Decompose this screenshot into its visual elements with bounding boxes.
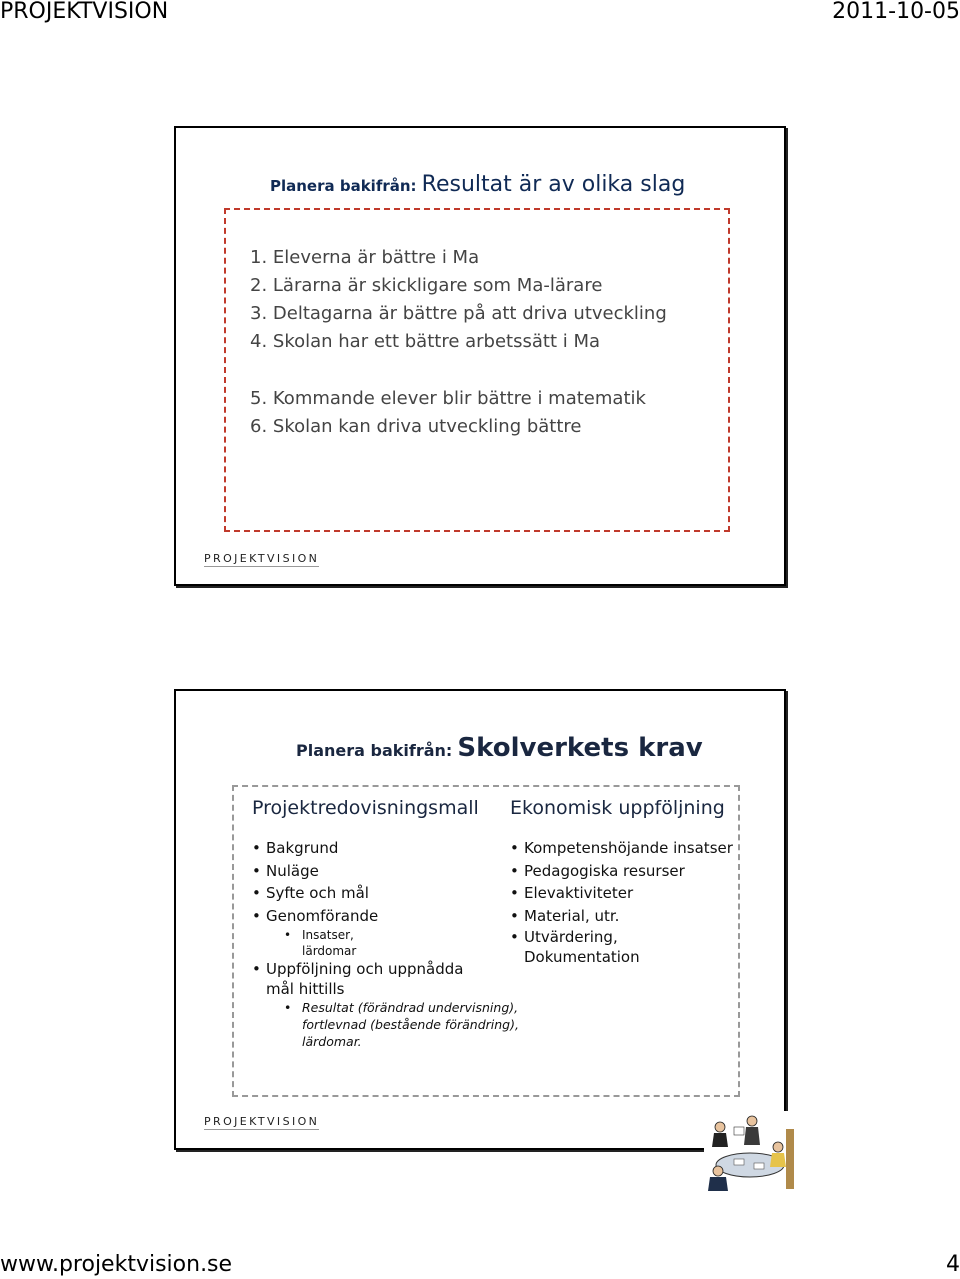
sub-list-item: • Insatser, lärdomar — [252, 927, 362, 959]
slide-2-title-prefix: Planera bakifrån: — [296, 741, 453, 760]
list-item: • Kompetenshöjande insatser — [510, 837, 733, 860]
list-item: • Syfte och mål — [252, 882, 582, 905]
sub-list-item: • Resultat (förändrad undervisning), fortlevnad (bestående förändring), lärdomar. — [252, 999, 582, 1050]
slide-2-title-main: Skolverkets krav — [457, 733, 703, 763]
slide-2-requirements-box — [232, 785, 740, 1097]
projektvision-logo: PROJEKTVISION — [204, 552, 320, 565]
slide-1 — [174, 126, 786, 586]
right-bullet-list — [510, 837, 733, 967]
footer-url: www.projektvision.se — [0, 1252, 233, 1277]
slide-2-title — [296, 733, 703, 763]
list-item: • Bakgrund — [252, 837, 582, 860]
slide-1-title — [270, 172, 685, 197]
result-item: 4. Skolan har ett bättre arbetssätt i Ma — [250, 331, 601, 352]
left-column-heading: Projektredovisningsmall — [252, 797, 479, 819]
list-item: • Uppföljning och uppnådda mål hittills — [252, 959, 496, 999]
result-item: 5. Kommande elever blir bättre i matematik — [250, 388, 646, 409]
page-number: 4 — [946, 1252, 960, 1277]
meeting-clipart-icon — [704, 1111, 796, 1191]
slide-1-title-main: Resultat är av olika slag — [421, 172, 686, 197]
result-item: 2. Lärarna är skickligare som Ma-lärare — [250, 275, 603, 296]
result-item: 3. Deltagarna är bättre på att driva utveckling — [250, 303, 667, 324]
list-item: • Nuläge — [252, 860, 582, 883]
right-column-heading: Ekonomisk uppföljning — [510, 797, 725, 819]
list-item: • Elevaktiviteter — [510, 882, 733, 905]
list-item: • Genomförande — [252, 905, 582, 928]
list-item: • Material, utr. — [510, 905, 733, 928]
result-item: 6. Skolan kan driva utveckling bättre — [250, 416, 582, 437]
header-date: 2011-10-05 — [832, 0, 960, 24]
slide-1-title-prefix: Planera bakifrån: — [270, 177, 417, 195]
result-list — [250, 244, 667, 441]
result-item: 1. Eleverna är bättre i Ma — [250, 247, 480, 268]
slide-1-result-box — [224, 208, 730, 532]
projektvision-logo: PROJEKTVISION — [204, 1115, 320, 1128]
slide-2 — [174, 689, 786, 1150]
list-item: • Utvärdering, Dokumentation — [510, 927, 634, 967]
list-item: • Pedagogiska resurser — [510, 860, 733, 883]
header-left-text: PROJEKTVISION — [0, 0, 169, 24]
